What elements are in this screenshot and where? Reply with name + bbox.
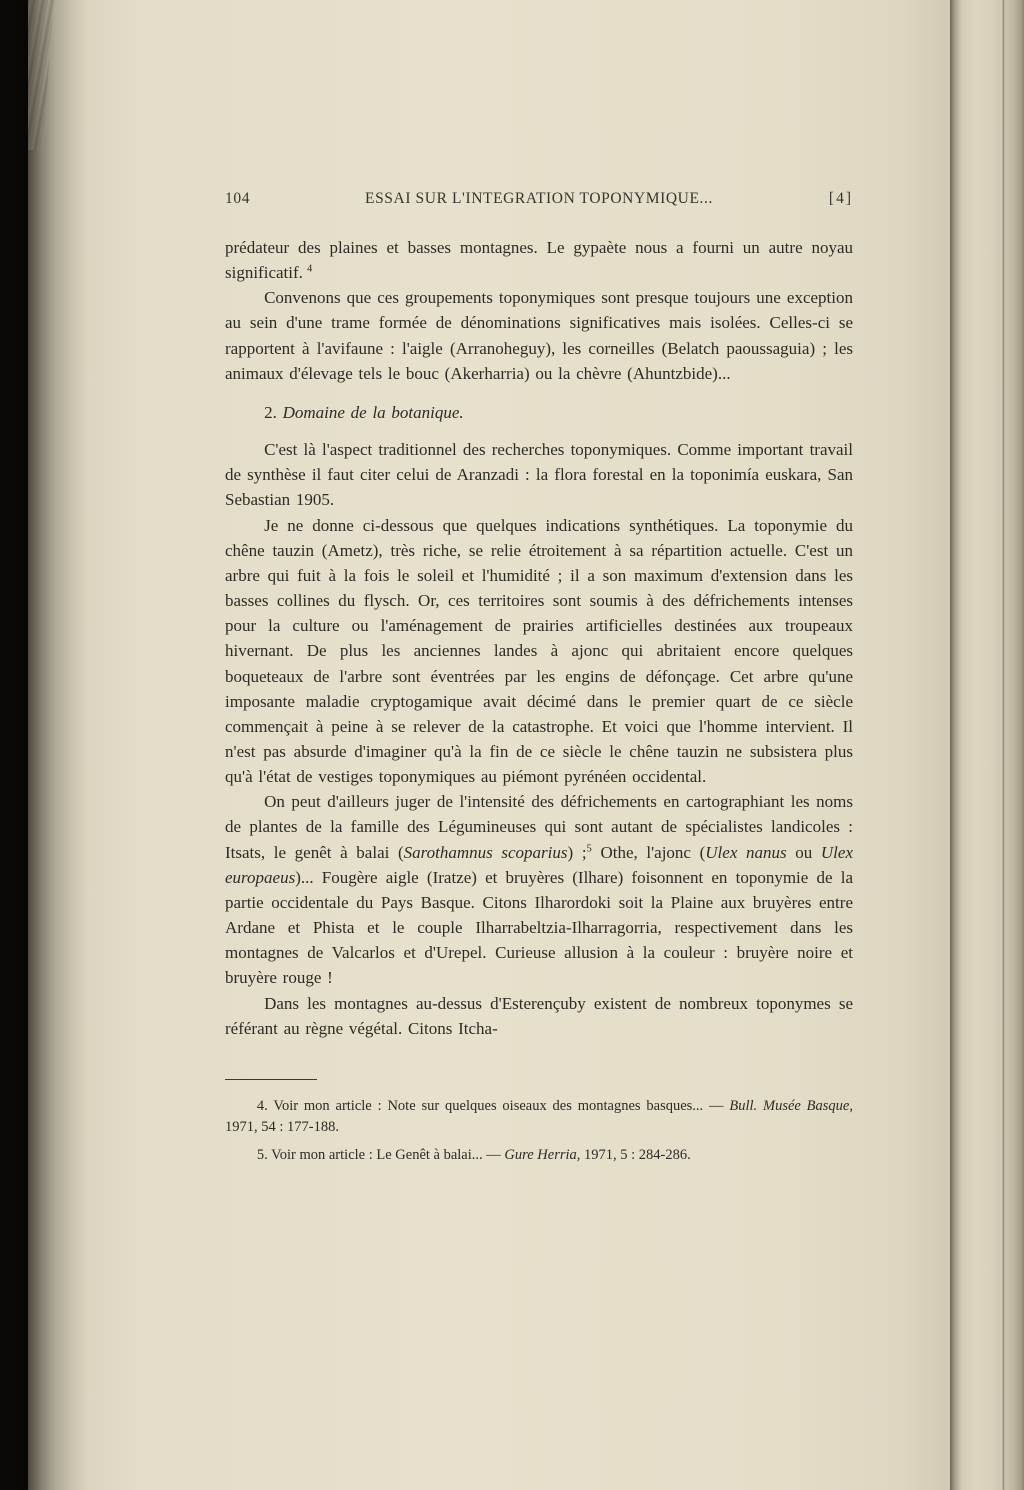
fore-edge-next-page — [950, 0, 1024, 1490]
fore-edge-crease — [1002, 0, 1005, 1490]
footnote: 4. Voir mon article : Note sur quelques oiseaux des montagnes basques... — Bull. Musée Basque, 1971, 54 : 177-188. — [225, 1097, 853, 1135]
footnote-separator-rule — [225, 1079, 317, 1080]
page-text-block — [225, 190, 853, 1173]
paragraph: Dans les montagnes au-dessus d'Esterençuby existent de nombreux toponymes se référant au règne végétal. Citons Itcha- — [225, 993, 853, 1038]
body-text — [225, 235, 853, 1041]
spine-shadow-decoration — [28, 0, 88, 1490]
footnote: 5. Voir mon article : Le Genêt à balai... — Gure Herria, 1971, 5 : 284-286. — [256, 1147, 691, 1164]
paragraph: Convenons que ces groupements toponymiques sont presque toujours une exception au sein d'une trame formée de dénominations significatives mais isolées. Celles-ci se rapportent à l'avifaune : l'aigle (Arranoheguy), les corneilles (Belatch paoussaguia) ; les animaux d'élevage tels le bouc (Akerharria) ou la chèvre (Ahuntzbide)... — [225, 288, 853, 383]
page-header — [225, 190, 853, 208]
page-stack-edge-decoration — [28, 0, 54, 150]
paragraph: On peut d'ailleurs juger de l'intensité des défrichements en cartographiant les noms de plantes de la famille des Légumineuses qui sont autant de spécialistes landicoles : Itsats, le genêt à balai (Sarothamnus scoparius) ;$^5$ Othe, l'ajonc (Ulex nanus ou Ulex europaeus)... Fougère aigle (Iratze) et bruyères (Ilhare) foisonnent en toponymie de la partie occidentale du Pays Basque. Citons Ilharordoki soit la Plaine aux bruyères entre Ardane et Phista et le couple Ilharrabeltzia-Ilharragorria, respectivement dans les montagnes de Valcarlos et d'Urepel. Curieuse allusion à la couleur : bruyère noire et bruyère rouge ! — [225, 792, 853, 988]
running-title: ESSAI SUR L'INTEGRATION TOPONYMIQUE... — [365, 190, 713, 207]
paragraph: Je ne donne ci-dessous que quelques indications synthétiques. La toponymie du chêne tauzin (Ametz), très riche, se relie étroitement à sa répartition actuelle. C'est un arbre qui fuit à la fois le soleil et l'humidité ; il a son maximum d'extension dans les basses collines du flysch. Or, ces territoires sont soumis à des défrichements intenses pour la culture ou l'aménagement de prairies artificielles destinées aux troupeaux hivernant. De plus les anciennes landes à ajonc qui abritaient encore quelques boqueteaux de l'arbre sont éventrées par les engins de défonçage. Cet arbre qu'une imposante maladie cryptogamique avait décimé dans le premier quart de ce siècle commençait à peine à se relever de la catastrophe. Et voici que l'homme intervient. Il n'est pas absurde d'imaginer qu'à la fin de ce siècle le chêne tauzin ne subsistera plus qu'à l'état de vestiges toponymiques au piémont pyrénéen occidental. — [225, 515, 853, 787]
footnotes — [225, 1096, 853, 1166]
page-number: 104 — [225, 190, 251, 207]
issue-marker: [4] — [828, 190, 853, 207]
paragraph-continuation: prédateur des plaines et basses montagnes. Le gypaète nous a fourni un autre noyau significatif. $^4$ — [225, 238, 853, 283]
section-heading: 2. Domaine de la botanique. — [264, 402, 464, 422]
paragraph: C'est là l'aspect traditionnel des recherches toponymiques. Comme important travail de synthèse il faut citer celui de Aranzadi : la flora forestal en la toponimía euskara, San Sebastian 1905. — [225, 440, 853, 510]
scanned-book-page — [28, 0, 956, 1490]
